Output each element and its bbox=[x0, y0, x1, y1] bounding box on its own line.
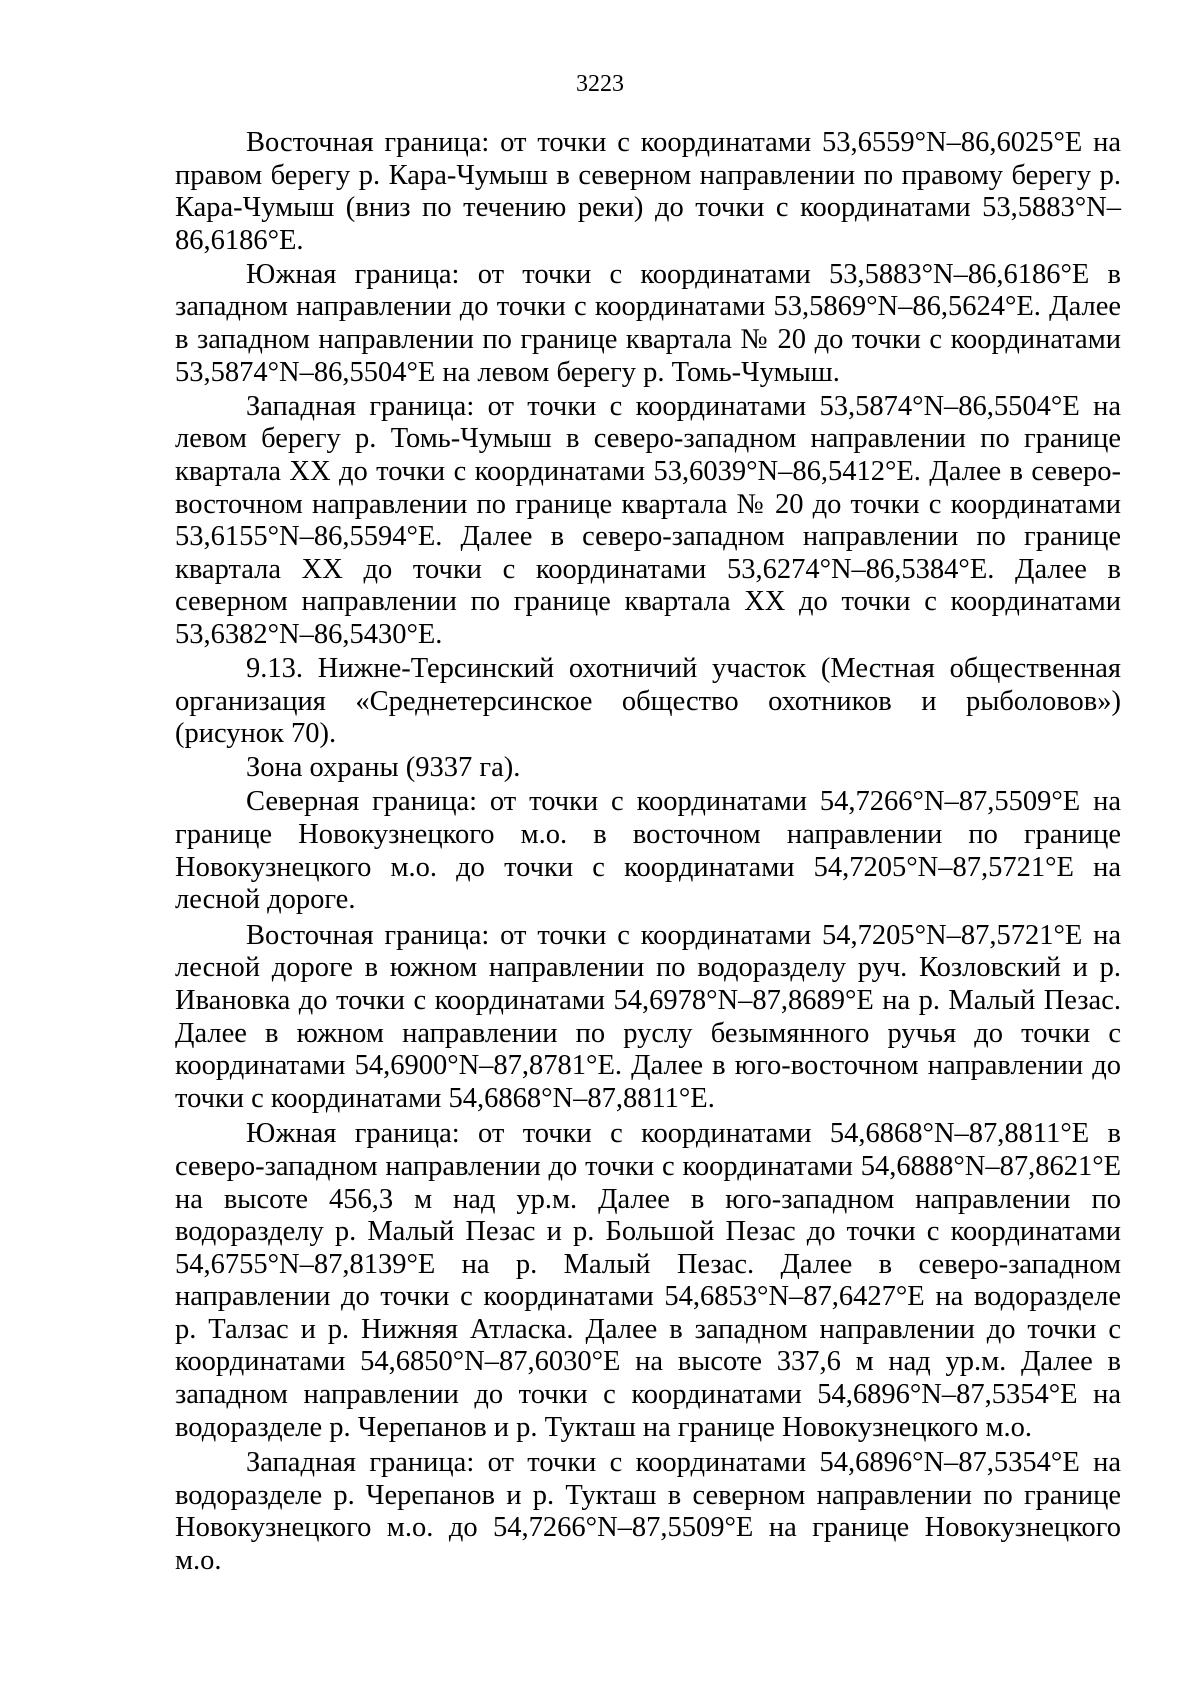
document-body bbox=[175, 127, 1121, 1579]
paragraph-south-border-2: Южная граница: от точки с координатами 54,6868°N–87,8811°E в северо-западном направлении до точки с координатами 54,6888°N–87,8621°E на высоте 456,3 м над ур.м. Далее в юго-западном направлении по водоразделу р. Малый Пезас и р. Большой Пезас до точки с координатами 54,6755°N–87,8139°E на р. Малый Пезас. Далее в северо-западном направлении до точки с координатами 54,6853°N–87,6427°E на водоразделе р. Талзас и р. Нижняя Атласка. Далее в западном направлении до точки с координатами 54,6850°N–87,6030°E на высоте 337,6 м над ур.м. Далее в западном направлении до точки с координатами 54,6896°N–87,5354°E на водоразделе р. Черепанов и р. Тукташ на границе Новокузнецкого м.о. bbox=[175, 1118, 1121, 1443]
paragraph-north-border-2: Северная граница: от точки с координатами 54,7266°N–87,5509°E на границе Новокузнецкого м.о. в восточном направлении по границе Новокузнецкого м.о. до точки с координатами 54,7205°N–87,5721°E на лесной дороге. bbox=[175, 786, 1121, 916]
paragraph-west-border-2: Западная граница: от точки с координатами 54,6896°N–87,5354°E на водоразделе р. Черепанов и р. Тукташ в северном направлении по границе Новокузнецкого м.о. до 54,7266°N–87,5509°E на границе Новокузнецкого м.о. bbox=[175, 1447, 1121, 1577]
paragraph-east-border-2: Восточная граница: от точки с координатами 54,7205°N–87,5721°E на лесной дороге в южном направлении по водоразделу руч. Козловский и р. Ивановка до точки с координатами 54,6978°N–87,8689°E на р. Малый Пезас. Далее в южном направлении по руслу безымянного ручья до точки с координатами 54,6900°N–87,8781°E. Далее в юго-восточном направлении до точки с координатами 54,6868°N–87,8811°E. bbox=[175, 919, 1121, 1114]
paragraph-protection-zone: Зона охраны (9337 га). bbox=[246, 752, 521, 784]
paragraph-south-border-1: Южная граница: от точки с координатами 53,5883°N–86,6186°E в западном направлении до точки с координатами 53,5869°N–86,5624°E. Далее в западном направлении по границе квартала № 20 до точки с координатами 53,5874°N–86,5504°E на левом берегу р. Томь-Чумыш. bbox=[175, 258, 1121, 388]
paragraph-east-border-1: Восточная граница: от точки с координатами 53,6559°N–86,6025°E на правом берегу р. Кара-Чумыш в северном направлении по правому берегу р. Кара-Чумыш (вниз по течению реки) до точки с координатами 53,5883°N–86,6186°E. bbox=[175, 127, 1121, 256]
page-number: 3223 bbox=[576, 71, 624, 97]
paragraph-section-heading: 9.13. Нижне-Терсинский охотничий участок (Местная общественная организация «Среднетерсинское общество охотников и рыболовов») (рисунок 70). bbox=[175, 653, 1121, 750]
paragraph-west-border-1: Западная граница: от точки с координатами 53,5874°N–86,5504°E на левом берегу р. Томь-Чумыш в северо-западном направлении по границе квартала ХХ до точки с координатами 53,6039°N–86,5412°E. Далее в северо-восточном направлении по границе квартала № 20 до точки с координатами 53,6155°N–86,5594°E. Далее в северо-западном направлении по границе квартала ХХ до точки с координатами 53,6274°N–86,5384°E. Далее в северном направлении по границе квартала ХХ до точки с координатами 53,6382°N–86,5430°E. bbox=[175, 390, 1121, 650]
